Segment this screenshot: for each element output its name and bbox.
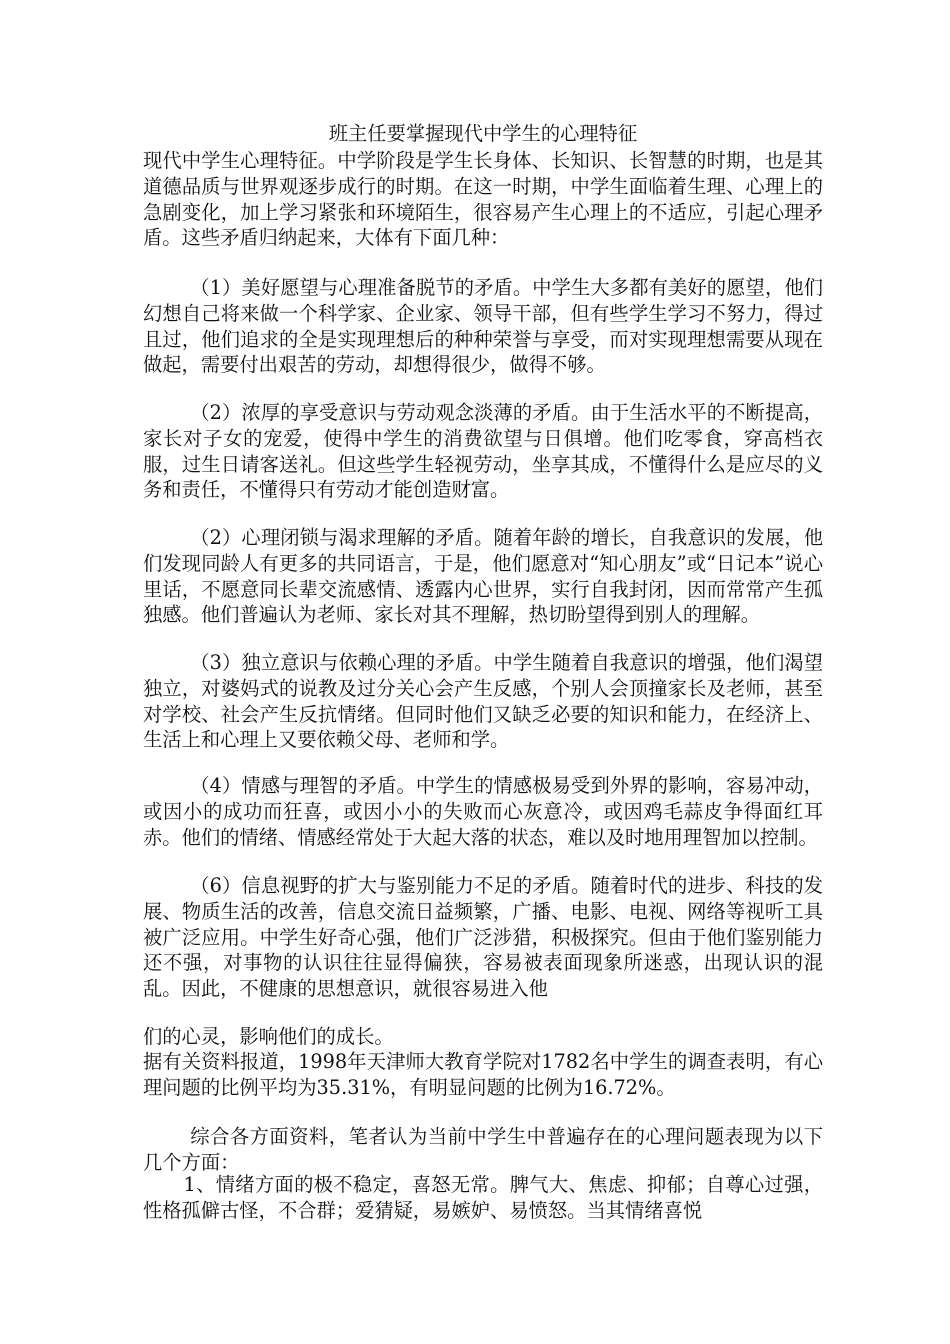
paragraph-2a: （2）浓厚的享受意识与劳动观念淡薄的矛盾。由于生活水平的不断提高，家长对子女的宠爱，使得中学生的消费欲望与日俱增。他们吃零食，穿高档衣服，过生日请客送礼。但这些学生轻视劳动，坐享其成，不懂得什么是应尽的义务和责任，不懂得只有劳动才能创造财富。 (143, 401, 823, 502)
document-title: 班主任要掌握现代中学生的心理特征 (328, 122, 638, 145)
paragraph-6: （6）信息视野的扩大与鉴别能力不足的矛盾。随着时代的进步、科技的发展、物质生活的改善，信息交流日益频繁，广播、电影、电视、网络等视听工具被广泛应用。中学生好奇心强，他们广泛涉猎，积极探究。但由于他们鉴别能力还不强，对事物的认识往往显得偏狭，容易被表面现象所迷惑，出现认识的混乱。因此，不健康的思想意识，就很容易进入他 (143, 874, 823, 1001)
paragraph-2b: （2）心理闭锁与渴求理解的矛盾。随着年龄的增长，自我意识的发展，他们发现同龄人有更多的共同语言，于是，他们愿意对“知心朋友”或“日记本”说心里话，不愿意同长辈交流感情、透露内心世界，实行自我封闭，因而常常产生孤独感。他们普遍认为老师、家长对其不理解，热切盼望得到别人的理解。 (143, 526, 823, 627)
intro-paragraph: 现代中学生心理特征。中学阶段是学生长身体、长知识、长智慧的时期，也是其道德品质与世界观逐步成行的时期。在这一时期，中学生面临着生理、心理上的急剧变化，加上学习紧张和环境陌生，很容易产生心理上的不适应，引起心理矛盾。这些矛盾归纳起来，大体有下面几种： (143, 149, 823, 250)
paragraph-3: （3）独立意识与依赖心理的矛盾。中学生随着自我意识的增强，他们渴望独立，对婆妈式的说教及过分关心会产生反感，个别人会顶撞家长及老师，甚至对学校、社会产生反抗情绪。但同时他们又缺乏必要的知识和能力，在经济上、生活上和心理上又要依赖父母、老师和学。 (143, 651, 823, 752)
paragraph-6-continued: 们的心灵，影响他们的成长。 (143, 1025, 394, 1048)
paragraph-4: （4）情感与理智的矛盾。中学生的情感极易受到外界的影响，容易冲动，或因小的成功而狂喜，或因小小的失败而心灰意冷，或因鸡毛蒜皮争得面红耳赤。他们的情绪、情感经常处于大起大落的状态，难以及时地用理智加以控制。 (143, 774, 823, 849)
point-1-paragraph: 1、情绪方面的极不稳定，喜怒无常。脾气大、焦虑、抑郁；自尊心过强，性格孤僻古怪，不合群；爱猜疑，易嫉妒、易愤怒。当其情绪喜悦 (143, 1173, 823, 1222)
paragraph-1: （1）美好愿望与心理准备脱节的矛盾。中学生大多都有美好的愿望，他们幻想自己将来做一个科学家、企业家、领导干部，但有些学生学习不努力，得过且过，他们追求的全是实现理想后的种种荣誉与享受，而对实现理想需要从现在做起，需要付出艰苦的劳动，却想得很少，做得不够。 (143, 276, 823, 377)
survey-paragraph: 据有关资料报道，1998年天津师大教育学院对1782名中学生的调查表明，有心理问题的比例平均为35.31%，有明显问题的比例为16.72%。 (143, 1050, 823, 1099)
summary-paragraph: 综合各方面资料，笔者认为当前中学生中普遍存在的心理问题表现为以下几个方面： (143, 1125, 823, 1174)
